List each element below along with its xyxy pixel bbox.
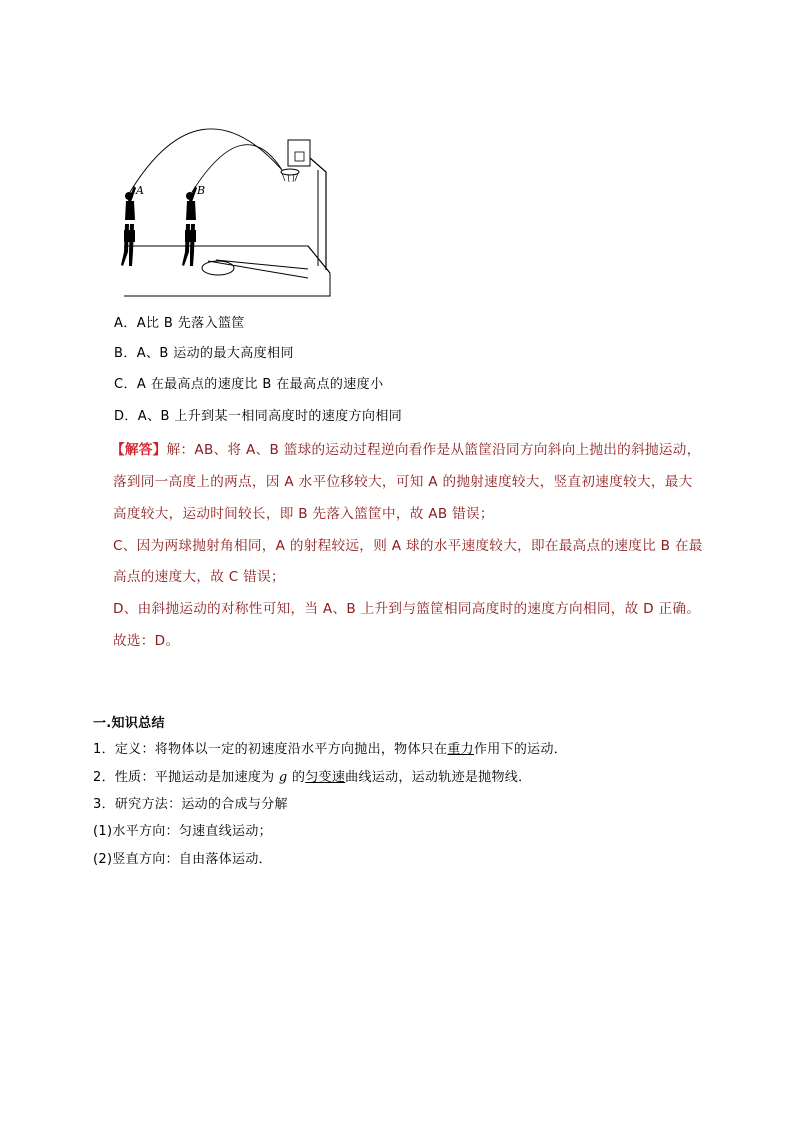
solution-line-3: 高度较大，运动时间较长，即 B 先落入篮筐中，故 AB 错误；	[113, 506, 494, 522]
summary-item-2-symbol: g	[278, 770, 288, 785]
solution-line-7: 故选：D。	[113, 633, 180, 649]
option-b: B．A、B 运动的最大高度相同	[114, 346, 294, 361]
trajectory-a	[130, 129, 282, 192]
backboard-square	[295, 152, 304, 161]
summary-item-3: 3．研究方法：运动的合成与分解	[93, 797, 288, 812]
option-a: A．A比 B 先落入篮筐	[114, 316, 245, 331]
summary-item-2	[93, 769, 531, 787]
summary-item-1-suffix: 作用下的运动．	[473, 742, 568, 757]
player-b-icon	[182, 186, 197, 266]
summary-item-2-underlined: 匀变速	[305, 770, 346, 785]
summary-item-2-prefix: 2．性质：平抛运动是加速度为	[93, 770, 279, 785]
solution-tag: 【解答】	[111, 442, 167, 458]
solution-line-4: C、因为两球抛射角相同，A 的射程较远，则 A 球的水平速度较大，即在最高点的速度比 B 在最	[113, 538, 703, 554]
solution-text-1: 解：AB、将 A、B 篮球的运动过程逆向看作是从篮筐沿同方向斜向上抛出的斜抛运动，	[166, 442, 701, 458]
summary-item-2-middle: 的	[287, 770, 306, 785]
solution-line-6: D、由斜抛运动的对称性可知，当 A、B 上升到与篮筐相同高度时的速度方向相同，故 D 正确。	[113, 601, 701, 617]
summary-item-4: (1)水平方向：匀速直线运动；	[93, 824, 272, 839]
summary-item-1	[93, 741, 567, 759]
solution-line-5: 高点的速度大，故 C 错误；	[113, 569, 285, 585]
solution-line-1	[111, 441, 701, 459]
summary-item-1-prefix: 1．定义：将物体以一定的初速度沿水平方向抛出，物体只在	[93, 742, 448, 757]
hoop-rim	[281, 169, 299, 175]
player-b-label: B	[197, 184, 206, 197]
court-outline	[124, 246, 330, 296]
summary-item-5: (2)竖直方向：自由落体运动．	[93, 852, 272, 867]
backboard	[288, 140, 310, 166]
trajectory-b	[192, 145, 282, 192]
basketball-trajectory-figure	[112, 128, 342, 300]
player-a-label: A	[136, 184, 144, 197]
court-far-line	[308, 246, 330, 273]
player-a-icon	[121, 186, 136, 266]
option-d: D．A、B 上升到某一相同高度时的速度方向相同	[114, 409, 403, 424]
summary-heading: 一.知识总结	[93, 716, 165, 731]
summary-item-2-suffix: 曲线运动，运动轨迹是抛物线．	[345, 770, 532, 785]
summary-item-1-underlined: 重力	[447, 742, 474, 757]
option-c: C．A 在最高点的速度比 B 在最高点的速度小	[114, 377, 384, 392]
solution-line-2: 落到同一高度上的两点，因 A 水平位移较大，可知 A 的抛射速度较大，竖直初速度较大，最大	[113, 474, 693, 490]
free-throw-lane	[208, 261, 308, 278]
